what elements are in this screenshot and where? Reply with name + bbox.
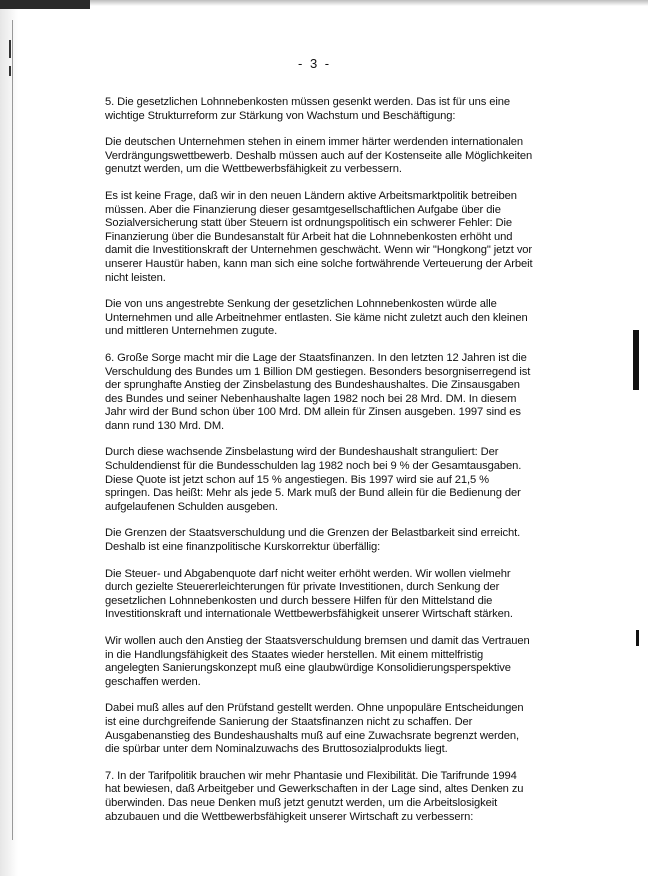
document-body	[105, 96, 535, 837]
scan-corner-mark	[0, 0, 90, 9]
scan-margin-mark	[636, 630, 639, 646]
paragraph: Es ist keine Frage, daß wir in den neuen Ländern aktive Arbeitsmarktpolitik betreiben müssen. Aber die Finanzierung dieser gesamtgesellschaftlichen Aufgabe über die Sozialversicherung statt über Steuern ist ordnungspolitisch ein schwerer Fehler: Die Finanzierung über die Bundesanstalt für Arbeit hat die Lohnnebenkosten erhöht und damit die Investitionskraft der Unternehmen geschwächt. Wenn wir "Hongkong" jetzt vor unserer Haustür haben, kann man sich eine solche fortwährende Verteuerung der Arbeit nicht leisten.	[105, 189, 533, 284]
paragraph: 7. In der Tarifpolitik brauchen wir mehr Phantasie und Flexibilität. Die Tarifrunde 1994 hat bewiesen, daß Arbeitgeber und Gewerkschaften in der Lage sind, altes Denken zu überwinden. Das neue Denken muß jetzt genutzt werden, um die Arbeitslosigkeit abzubauen und die Wettbewerbsfähigkeit unserer Wirtschaft zu verbessern:	[105, 769, 524, 823]
scan-fold-line	[12, 20, 13, 840]
paragraph: 6. Große Sorge macht mir die Lage der Staatsfinanzen. In den letzten 12 Jahren ist die Verschuldung des Bundes um 1 Billion DM gestiegen. Besonders besorgniserregend ist der sprunghafte Anstieg der Zinsbelastung des Bundeshaushaltes. Die Zinsausgaben des Bundes und seiner Nebenhaushalte lagen 1982 noch bei 28 Mrd. DM. In diesem Jahr wird der Bund schon über 100 Mrd. DM allein für Zinsen ausgeben. 1997 sind es dann rund 130 Mrd. DM.	[105, 351, 531, 432]
paragraph: Die Grenzen der Staatsverschuldung und die Grenzen der Belastbarkeit sind erreicht. Deshalb ist eine finanzpolitische Kurskorrektur überfällig:	[105, 527, 521, 554]
paragraph: Die von uns angestrebte Senkung der gesetzlichen Lohnnebenkosten würde alle Unternehmen und alle Arbeitnehmer entlasten. Sie käme nicht zuletzt auch den kleinen und mittleren Unternehmen zugute.	[105, 298, 528, 338]
paragraph: 5. Die gesetzlichen Lohnnebenkosten müssen gesenkt werden. Das ist für uns eine wichtige Strukturreform zur Stärkung von Wachstum und Beschäftigung:	[105, 96, 511, 122]
scan-edge-top	[0, 0, 648, 6]
paragraph: Die Steuer- und Abgabenquote darf nicht weiter erhöht werden. Wir wollen vielmehr durch gezielte Steuererleichterungen für private Investitionen, durch Senkung der gesetzlichen Lohnnebenkosten und durch bessere Hilfen für den Mittelstand die Investitionskraft und internationale Wettbewerbsfähigkeit unserer Wirtschaft stärken.	[105, 567, 513, 621]
paragraph: Wir wollen auch den Anstieg der Staatsverschuldung bremsen und damit das Vertrauen in die Handlungsfähigkeit des Staates wieder herstellen. Mit einem mittelfristig angelegten Sanierungskonzept muß eine glaubwürdige Konsolidierungsperspektive geschaffen werden.	[105, 635, 530, 688]
scan-edge-left	[0, 0, 18, 876]
scan-margin-mark	[633, 330, 639, 390]
punch-hole-mark	[9, 66, 11, 76]
punch-hole-mark	[9, 40, 11, 58]
paragraph: Die deutschen Unternehmen stehen in einem immer härter werdenden internationalen Verdrängungswettbewerb. Deshalb müssen auch auf der Kostenseite alle Möglichkeiten genutzt werden, um die Wettbewerbsfähigkeit zu verbessern.	[105, 136, 533, 176]
paragraph: Durch diese wachsende Zinsbelastung wird der Bundeshaushalt stranguliert: Der Schuldendienst für die Bundesschulden lag 1982 noch bei 9 % der Gesamtausgaben. Diese Quote ist jetzt schon auf 15 % angestiegen. Bis 1997 wird sie auf 21,5 % springen. Das heißt: Mehr als jede 5. Mark muß der Bund allein für die Bedienung der aufgelaufenen Schulden ausgeben.	[105, 446, 522, 513]
paragraph: Dabei muß alles auf den Prüfstand gestellt werden. Ohne unpopuläre Entscheidungen ist eine durchgreifende Sanierung der Staatsfinanzen nicht zu schaffen. Der Ausgabenanstieg des Bundeshaushalts muß auf eine Zuwachsrate begrenzt werden, die spürbar unter dem Nominalzuwachs des Bruttosozialprodukts liegt.	[105, 702, 524, 756]
page-number: - 3 -	[298, 56, 332, 71]
